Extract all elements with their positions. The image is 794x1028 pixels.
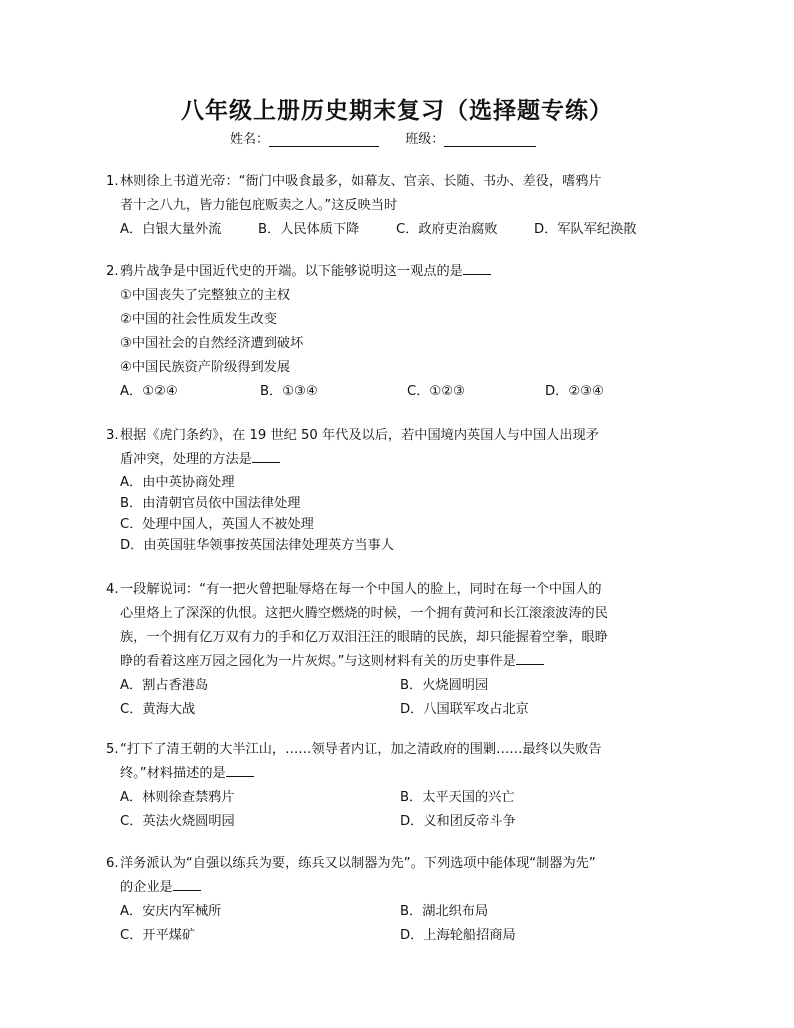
option-c[interactable]: C．政府吏治腐败	[396, 222, 498, 237]
question-stem: 者十之八九，皆力能包庇贩卖之人。”这反映当时	[120, 198, 398, 213]
option-a[interactable]: A．安庆内军械所	[120, 904, 222, 919]
option-b[interactable]: B．①③④	[260, 384, 318, 399]
answer-blank[interactable]	[173, 876, 201, 891]
question-stem: 林则徐上书道光帝：“衙门中吸食最多，如幕友、官亲、长随、书办、差役，嗜鸦片	[120, 174, 602, 189]
option-b[interactable]: B．太平天国的兴亡	[400, 790, 515, 805]
options	[120, 698, 700, 722]
option-d[interactable]: D．军队军纪涣散	[534, 222, 637, 237]
statement-4: ④中国民族资产阶级得到发展	[120, 360, 291, 375]
question-stem: 的企业是	[120, 876, 700, 900]
statement-3: ③中国社会的自然经济遭到破坏	[120, 336, 304, 351]
question-number: 3.	[106, 428, 119, 443]
option-b[interactable]: B．湖北织布局	[400, 904, 489, 919]
student-info	[230, 128, 536, 147]
question-5	[106, 738, 700, 834]
option-b[interactable]: B．由清朝官员依中国法律处理	[120, 496, 301, 511]
answer-blank[interactable]	[463, 260, 491, 275]
question-number: 1.	[106, 174, 119, 189]
question-stem: 终。”材料描述的是	[120, 762, 700, 786]
answer-blank[interactable]	[226, 762, 254, 777]
question-stem: 盾冲突，处理的方法是	[120, 448, 700, 472]
options	[120, 380, 700, 404]
option-c[interactable]: C．黄海大战	[120, 702, 196, 717]
option-b[interactable]: B．人民体质下降	[258, 222, 360, 237]
option-b[interactable]: B．火烧圆明园	[400, 678, 489, 693]
option-a[interactable]: A．由中英协商处理	[120, 475, 235, 490]
option-a[interactable]: A．①②④	[120, 384, 178, 399]
question-number: 5.	[106, 742, 119, 757]
option-d[interactable]: D．义和团反帝斗争	[400, 814, 516, 829]
question-stem: 睁的看着这座万园之园化为一片灰烬。”与这则材料有关的历史事件是	[120, 650, 700, 674]
option-c[interactable]: C．处理中国人，英国人不被处理	[120, 517, 314, 532]
question-stem: 根据《虎门条约》，在 19 世纪 50 年代及以后，若中国境内英国人与中国人出现矛	[120, 428, 599, 443]
question-4	[106, 578, 700, 722]
question-number: 6.	[106, 856, 119, 871]
question-stem: 族，一个拥有亿万双有力的手和亿万双泪汪汪的眼睛的民族，却只能握着空拳，眼睁	[120, 630, 608, 645]
statement-2: ②中国的社会性质发生改变	[120, 312, 277, 327]
question-stem: 心里烙上了深深的仇恨。这把火腾空燃烧的时候，一个拥有黄河和长江滚滚波涛的民	[120, 606, 608, 621]
class-label: 班级：	[405, 132, 445, 147]
answer-blank[interactable]	[516, 650, 544, 665]
options	[120, 674, 700, 698]
option-d[interactable]: D．②③④	[545, 384, 604, 399]
question-6	[106, 852, 700, 948]
question-1	[106, 170, 700, 242]
question-stem: 洋务派认为“自强以练兵为要，练兵又以制器为先”。下列选项中能体现“制器为先”	[120, 856, 596, 871]
question-stem: 鸦片战争是中国近代史的开端。以下能够说明这一观点的是	[120, 260, 700, 284]
option-d[interactable]: D．八国联军攻占北京	[400, 702, 529, 717]
statement-1: ①中国丧失了完整独立的主权	[120, 288, 291, 303]
option-d[interactable]: D．由英国驻华领事按英国法律处理英方当事人	[120, 538, 394, 553]
option-a[interactable]: A．白银大量外流	[120, 222, 222, 237]
question-number: 4.	[106, 582, 119, 597]
options	[120, 924, 700, 948]
option-c[interactable]: C．开平煤矿	[120, 928, 196, 943]
options	[120, 218, 700, 242]
option-d[interactable]: D．上海轮船招商局	[400, 928, 516, 943]
answer-blank[interactable]	[252, 448, 280, 463]
question-3	[106, 424, 700, 556]
option-c[interactable]: C．英法火烧圆明园	[120, 814, 235, 829]
options	[120, 786, 700, 810]
question-number: 2.	[106, 264, 119, 279]
question-stem: “打下了清王朝的大半江山，……领导者内讧，加之清政府的围剿……最终以失败告	[120, 742, 602, 757]
options	[120, 900, 700, 924]
option-a[interactable]: A．林则徐查禁鸦片	[120, 790, 235, 805]
question-stem: 一段解说词：“有一把火曾把耻辱烙在每一个中国人的脸上，同时在每一个中国人的	[120, 582, 602, 597]
name-label: 姓名：	[230, 132, 270, 147]
option-a[interactable]: A．割占香港岛	[120, 678, 209, 693]
page-title: 八年级上册历史期末复习（选择题专练）	[181, 97, 613, 124]
name-field[interactable]	[269, 132, 379, 147]
question-2	[106, 260, 700, 404]
options	[120, 810, 700, 834]
class-field[interactable]	[444, 132, 536, 147]
option-c[interactable]: C．①②③	[407, 384, 465, 399]
